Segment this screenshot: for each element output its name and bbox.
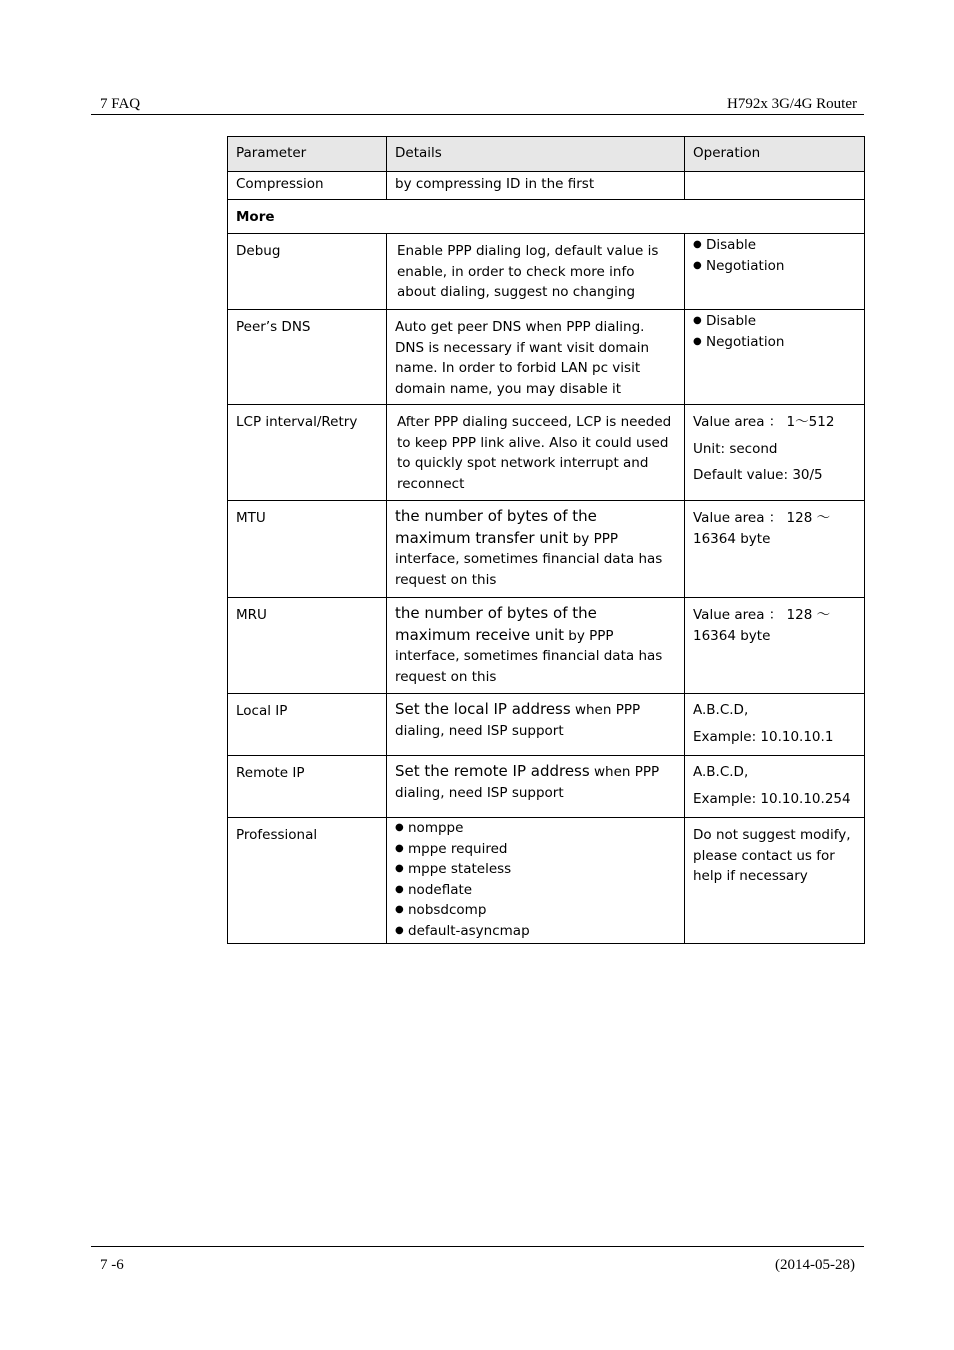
list-item: ● nobsdcomp [395,900,677,921]
table-header-row [228,137,865,172]
details-remote-ip-lead: Set the remote IP address [395,762,590,780]
operation-mru: Value area ： 128 ～ 16364 byte [685,598,865,694]
details-mtu-rest: by PPP interface, sometimes financial data has request on this [395,530,663,588]
operation-compression [685,172,865,200]
operation-lcp-unit: Unit: second [693,440,778,457]
list-item: ● default-asyncmap [395,921,677,942]
operation-mtu: Value area ： 128 ～ 16364 byte [685,501,865,598]
operation-remote-ip-format: A.B.C.D, [693,764,749,780]
operation-local-ip-example: Example: 10.10.10.1 [693,728,834,745]
table-row [228,598,865,694]
header-product: H792x 3G/4G Router [727,96,857,112]
operation-peer-dns-list [693,311,857,352]
details-mtu [387,501,685,598]
details-mru [387,598,685,694]
list-item: ● Negotiation [693,332,857,353]
param-debug: Debug [228,234,387,310]
footer-date: (2014-05-28) [775,1257,855,1273]
operation-lcp-default: Default value: 30/5 [693,467,823,483]
table-row [228,694,865,756]
operation-local-ip-format: A.B.C.D, [693,702,749,718]
details-lcp: After PPP dialing succeed, LCP is needed to keep PPP link alive. Also it could used to quickly spot network interrupt and reconnect [387,405,685,501]
table-row [228,405,865,501]
details-local-ip [387,694,685,756]
details-debug: Enable PPP dialing log, default value is enable, in order to check more info about dialing, suggest no changing [387,234,685,310]
operation-professional: Do not suggest modify, please contact us for help if necessary [685,818,865,944]
param-mtu: MTU [228,501,387,598]
param-remote-ip: Remote IP [228,756,387,818]
table-row [228,310,865,405]
table-row [228,818,865,944]
table-row [228,172,865,200]
list-item: ● nomppe [395,818,677,839]
details-local-ip-lead: Set the local IP address [395,700,571,718]
param-peer-dns: Peer’s DNS [228,310,387,405]
table-row [228,501,865,598]
col-header-parameter: Parameter [228,137,387,172]
param-compression: Compression [228,172,387,200]
list-item: ● Disable [693,235,857,256]
details-compression: by compressing ID in the first [387,172,685,200]
col-header-details: Details [387,137,685,172]
details-mtu-lead: the number of bytes of the maximum transfer unit [395,507,597,547]
col-header-operation: Operation [685,137,865,172]
details-professional-list [395,818,677,941]
ppp-parameter-table [227,136,865,944]
section-more: More [228,200,865,234]
table-row [228,756,865,818]
details-local-ip-rest: when PPP dialing, need ISP support [395,702,641,739]
page-header [91,94,864,115]
footer-rule [91,1246,864,1247]
section-row-more [228,200,865,234]
param-lcp: LCP interval/Retry [228,405,387,501]
details-mru-lead: the number of bytes of the maximum receive unit [395,604,597,644]
operation-lcp-range: Value area ： 1～512 [693,414,835,430]
list-item: ● mppe required [395,839,677,860]
footer-page-number: 7 -6 [100,1257,124,1273]
details-mru-rest: by PPP interface, sometimes financial data has request on this [395,627,663,685]
list-item: ● nodeflate [395,880,677,901]
details-peer-dns: Auto get peer DNS when PPP dialing. DNS is necessary if want visit domain name. In order to forbid LAN pc visit domain name, you may disable it [387,310,685,405]
operation-remote-ip-example: Example: 10.10.10.254 [693,790,851,807]
header-chapter: 7 FAQ [100,96,141,112]
list-item: ● Negotiation [693,256,857,277]
param-mru: MRU [228,598,387,694]
details-remote-ip [387,756,685,818]
list-item: ● Disable [693,311,857,332]
details-remote-ip-rest: when PPP dialing, need ISP support [395,764,660,801]
param-local-ip: Local IP [228,694,387,756]
table-row [228,234,865,310]
list-item: ● mppe stateless [395,859,677,880]
param-professional: Professional [228,818,387,944]
operation-debug-list [693,235,857,276]
